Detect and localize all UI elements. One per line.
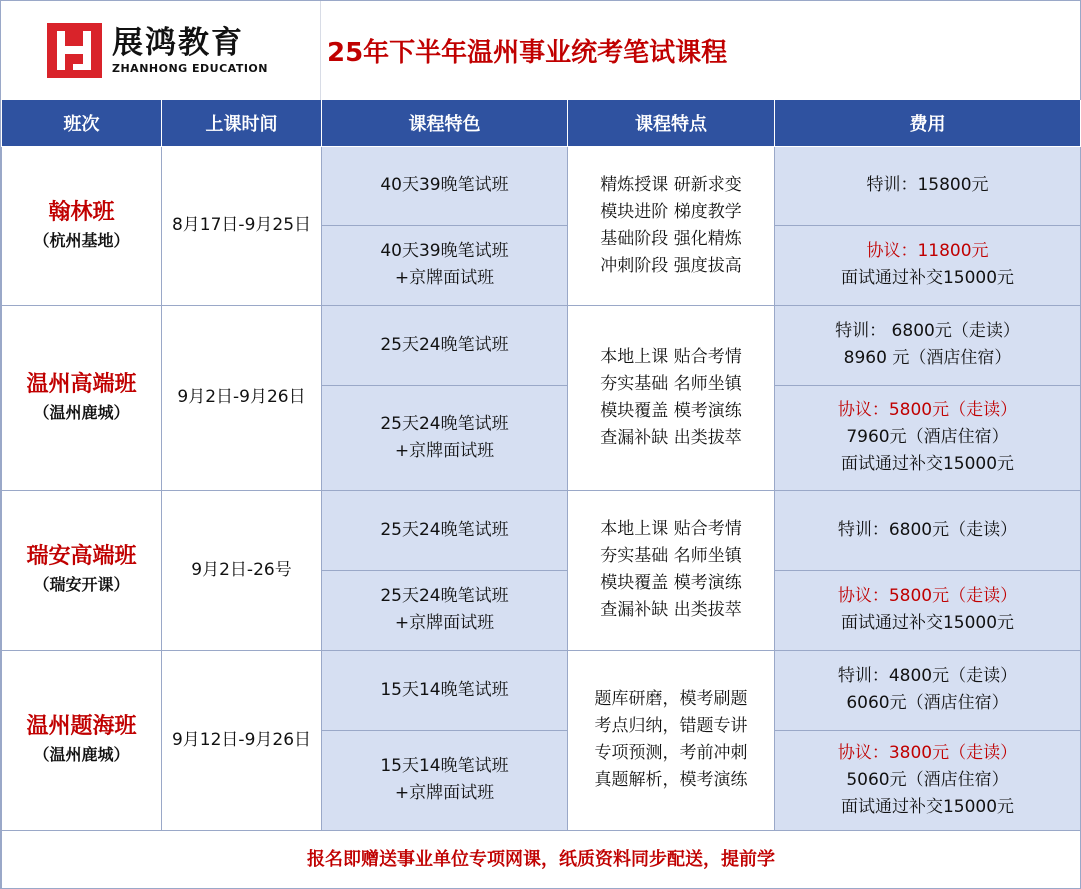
text-line: 查漏补缺 出类拔萃: [600, 600, 742, 620]
text-line: +京牌面试班: [394, 268, 495, 288]
text-line: 本地上课 贴合考情: [600, 519, 742, 539]
text-line: 考点归纳，错题专讲: [594, 716, 748, 736]
text-line: 25天24晚笔试班: [380, 519, 509, 540]
text-line: 15天14晚笔试班: [380, 756, 509, 776]
page-title: 25年下半年温州事业统考笔试课程: [327, 38, 728, 68]
time-cell: 9月12日-9月26日: [162, 650, 322, 830]
agreement-price: 协议：5800元（走读）: [837, 400, 1018, 420]
text-line: 7960元（酒店住宿）: [846, 427, 1009, 447]
text-line: 25天24晚笔试班: [380, 334, 509, 355]
text-line: 面试通过补交15000元: [840, 454, 1015, 474]
class-name: 翰林班: [48, 199, 115, 225]
header-fee: 费用: [775, 100, 1081, 146]
logo-text-en: ZHANHONG EDUCATION: [112, 61, 268, 75]
table-row: [2, 490, 1081, 570]
class-name: 温州题海班: [26, 714, 137, 739]
logo-mark-icon: [47, 23, 102, 78]
text-line: 6060元（酒店住宿）: [846, 693, 1009, 713]
class-cell: [2, 650, 162, 830]
text-line: 专项预测，考前冲刺: [594, 743, 748, 763]
table-row: [2, 650, 1081, 730]
course-cell: [322, 570, 568, 650]
fee-cell: [775, 225, 1081, 305]
logo-text-cn: 展鸿教育: [112, 24, 244, 61]
text-line: 真题解析，模考演练: [594, 770, 748, 790]
fee-cell: [775, 650, 1081, 730]
course-cell: [322, 225, 568, 305]
text-line: 40天39晚笔试班: [380, 241, 509, 261]
course-cell: [322, 730, 568, 830]
header-course-points: 课程特点: [568, 100, 775, 146]
text-line: 精炼授课 研新求变: [600, 174, 742, 195]
text-line: 查漏补缺 出类拔萃: [600, 427, 742, 448]
text-line: 基础阶段 强化精炼: [600, 228, 742, 249]
text-line: 25天24晚笔试班: [380, 413, 509, 434]
course-table: [1, 100, 1081, 889]
header-class: 班次: [2, 100, 162, 146]
text-line: 5060元（酒店住宿）: [846, 769, 1009, 790]
features-cell: [568, 146, 775, 305]
table-header-row: [2, 100, 1081, 146]
text-line: 15天14晚笔试班: [380, 679, 509, 700]
text-line: 25天24晚笔试班: [380, 586, 509, 606]
fee-cell: [775, 570, 1081, 650]
time-cell: 9月2日-9月26日: [162, 305, 322, 490]
text-line: 特训：4800元（走读）: [837, 666, 1018, 686]
class-cell: [2, 146, 162, 305]
header: [1, 1, 1080, 100]
agreement-price: 协议：3800元（走读）: [837, 742, 1018, 763]
text-line: 题库研磨，模考刷题: [594, 689, 748, 709]
text-line: 模块覆盖 模考演练: [600, 573, 742, 593]
text-line: 冲刺阶段 强度拔高: [600, 255, 742, 276]
time-cell: 8月17日-9月25日: [162, 146, 322, 305]
features-cell: [568, 650, 775, 830]
text-line: 特训：15800元: [866, 175, 989, 195]
text-line: +京牌面试班: [394, 613, 495, 633]
fee-cell: [775, 385, 1081, 490]
text-line: 面试通过补交15000元: [840, 613, 1015, 633]
text-line: 40天39晚笔试班: [380, 175, 509, 195]
header-course-feature: 课程特色: [322, 100, 568, 146]
text-line: 夯实基础 名师坐镇: [600, 546, 742, 566]
text-line: 面试通过补交15000元: [840, 268, 1015, 288]
class-location: （瑞安开课）: [33, 575, 130, 594]
fee-cell: [775, 146, 1081, 225]
header-time: 上课时间: [162, 100, 322, 146]
text-line: 本地上课 贴合考情: [600, 346, 742, 367]
text-line: 夯实基础 名师坐镇: [600, 373, 742, 394]
class-location: （杭州基地）: [33, 230, 130, 250]
text-line: 模块覆盖 模考演练: [600, 400, 742, 421]
text-line: 模块进阶 梯度教学: [600, 201, 742, 222]
table-row: [2, 146, 1081, 225]
class-name: 瑞安高端班: [26, 544, 137, 569]
course-cell: [322, 385, 568, 490]
fee-cell: [775, 490, 1081, 570]
class-location: （温州鹿城）: [33, 402, 130, 422]
course-cell: [322, 650, 568, 730]
text-line: +京牌面试班: [394, 783, 495, 803]
fee-cell: [775, 730, 1081, 830]
class-location: （温州鹿城）: [33, 745, 130, 764]
features-cell: [568, 490, 775, 650]
class-cell: [2, 490, 162, 650]
class-cell: [2, 305, 162, 490]
footer-note: 报名即赠送事业单位专项网课，纸质资料同步配送，提前学: [2, 830, 1081, 888]
time-cell: 9月2日-26号: [162, 490, 322, 650]
features-cell: [568, 305, 775, 490]
text-line: +京牌面试班: [394, 440, 495, 461]
text-line: 面试通过补交15000元: [840, 796, 1015, 817]
text-line: 8960 元（酒店住宿）: [843, 348, 1012, 368]
course-cell: [322, 305, 568, 385]
agreement-price: 协议：5800元（走读）: [837, 586, 1018, 606]
text-line: 特训：6800元（走读）: [837, 519, 1018, 540]
text-line: 特训： 6800元（走读）: [835, 321, 1020, 341]
fee-cell: [775, 305, 1081, 385]
course-cell: [322, 146, 568, 225]
course-cell: [322, 490, 568, 570]
logo: [1, 1, 321, 100]
agreement-price: 协议：11800元: [866, 241, 989, 261]
table-row: [2, 305, 1081, 385]
class-name: 温州高端班: [26, 371, 137, 397]
